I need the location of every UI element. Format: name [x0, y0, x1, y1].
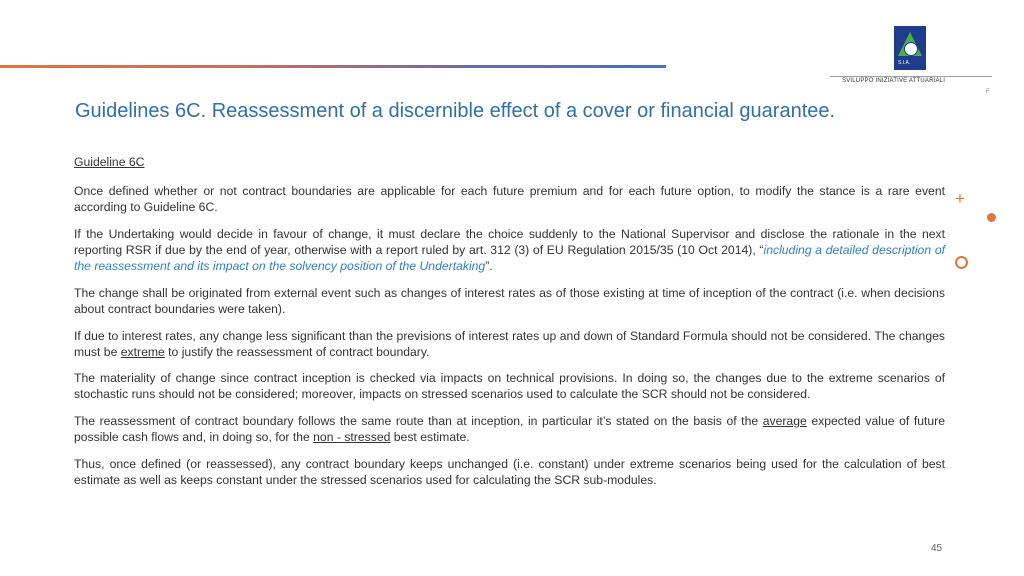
paragraph-6 [74, 413, 945, 445]
plus-icon: + [955, 189, 965, 208]
dot-icon [987, 213, 996, 222]
ring-icon [955, 256, 968, 269]
paragraph-4-text: If due to interest rates, any change less significant than the previsions of interest rates up and down of Standard Formula should not be considered. The changes must be [74, 328, 945, 359]
logo-sub: F [986, 89, 990, 95]
paragraph-4-end: to justify the reassessment of contract boundary. [164, 344, 430, 359]
paragraph-7: Thus, once defined (or reassessed), any contract boundary keeps unchanged (i.e. constant) under extreme scenarios being used for the calculation of best estimate as well as keeps constant under the stressed scenarios used for calculating the SCR sub-modules. [74, 456, 945, 487]
slide-body [74, 154, 945, 498]
paragraph-3: The change shall be originated from external event such as changes of interest rates as of those existing at time of inception of the contract (i.e. when decisions about contract boundaries were taken). [74, 285, 945, 317]
logo-mark: S.I.A. [898, 60, 911, 66]
page-number: 45 [931, 543, 943, 554]
header-divider-line [0, 65, 666, 68]
logo-circle-icon [904, 42, 918, 56]
paragraph-6-end: best estimate. [390, 430, 470, 445]
emphasis-average: average [762, 413, 807, 428]
paragraph-1: Once defined whether or not contract boundaries are applicable for each future premium and for each future option, to modify the stance is a rare event according to Guideline 6C. [74, 184, 945, 215]
paragraph-6-mid: expected value of future possible cash flows and, in doing so, for the [74, 413, 945, 445]
regulation-quote: including a detailed description of the reassessment and its impact on the solvency position of the Undertaking [74, 243, 945, 274]
guideline-heading: Guideline 6C [74, 155, 145, 169]
logo-text: SVILUPPO INIZIATIVE ATTUARIALI [842, 78, 946, 84]
paragraph-2-close: ”. [485, 259, 493, 274]
paragraph-6-text: The reassessment of contract boundary follows the same route than at inception, in particular it’s stated on the basis of the [74, 413, 763, 428]
logo-rule [830, 76, 992, 77]
emphasis-non-stressed: non - stressed [313, 430, 391, 445]
company-logo [828, 26, 994, 96]
slide-title: Guidelines 6C. Reassessment of a discernible effect of a cover or financial guarantee. [75, 100, 836, 122]
paragraph-2 [74, 226, 945, 275]
paragraph-4 [74, 328, 945, 360]
paragraph-2-text: If the Undertaking would decide in favour of change, it must declare the choice suddenly to the National Supervisor and disclose the rationale in the next reporting RSR if due by the end of year, otherwise with a report ruled by art. 312 (3) of EU Regulation 2015/35 (10 Oct 2014), “ [74, 226, 945, 258]
paragraph-5: The materiality of change since contract inception is checked via impacts on technical provisions. In doing so, the changes due to the extreme scenarios of stochastic runs should not be considered; moreover, impacts on stressed scenarios used to calculate the SCR should not be considered. [74, 371, 945, 402]
section-heading [74, 154, 945, 170]
emphasis-extreme: extreme [120, 344, 165, 359]
